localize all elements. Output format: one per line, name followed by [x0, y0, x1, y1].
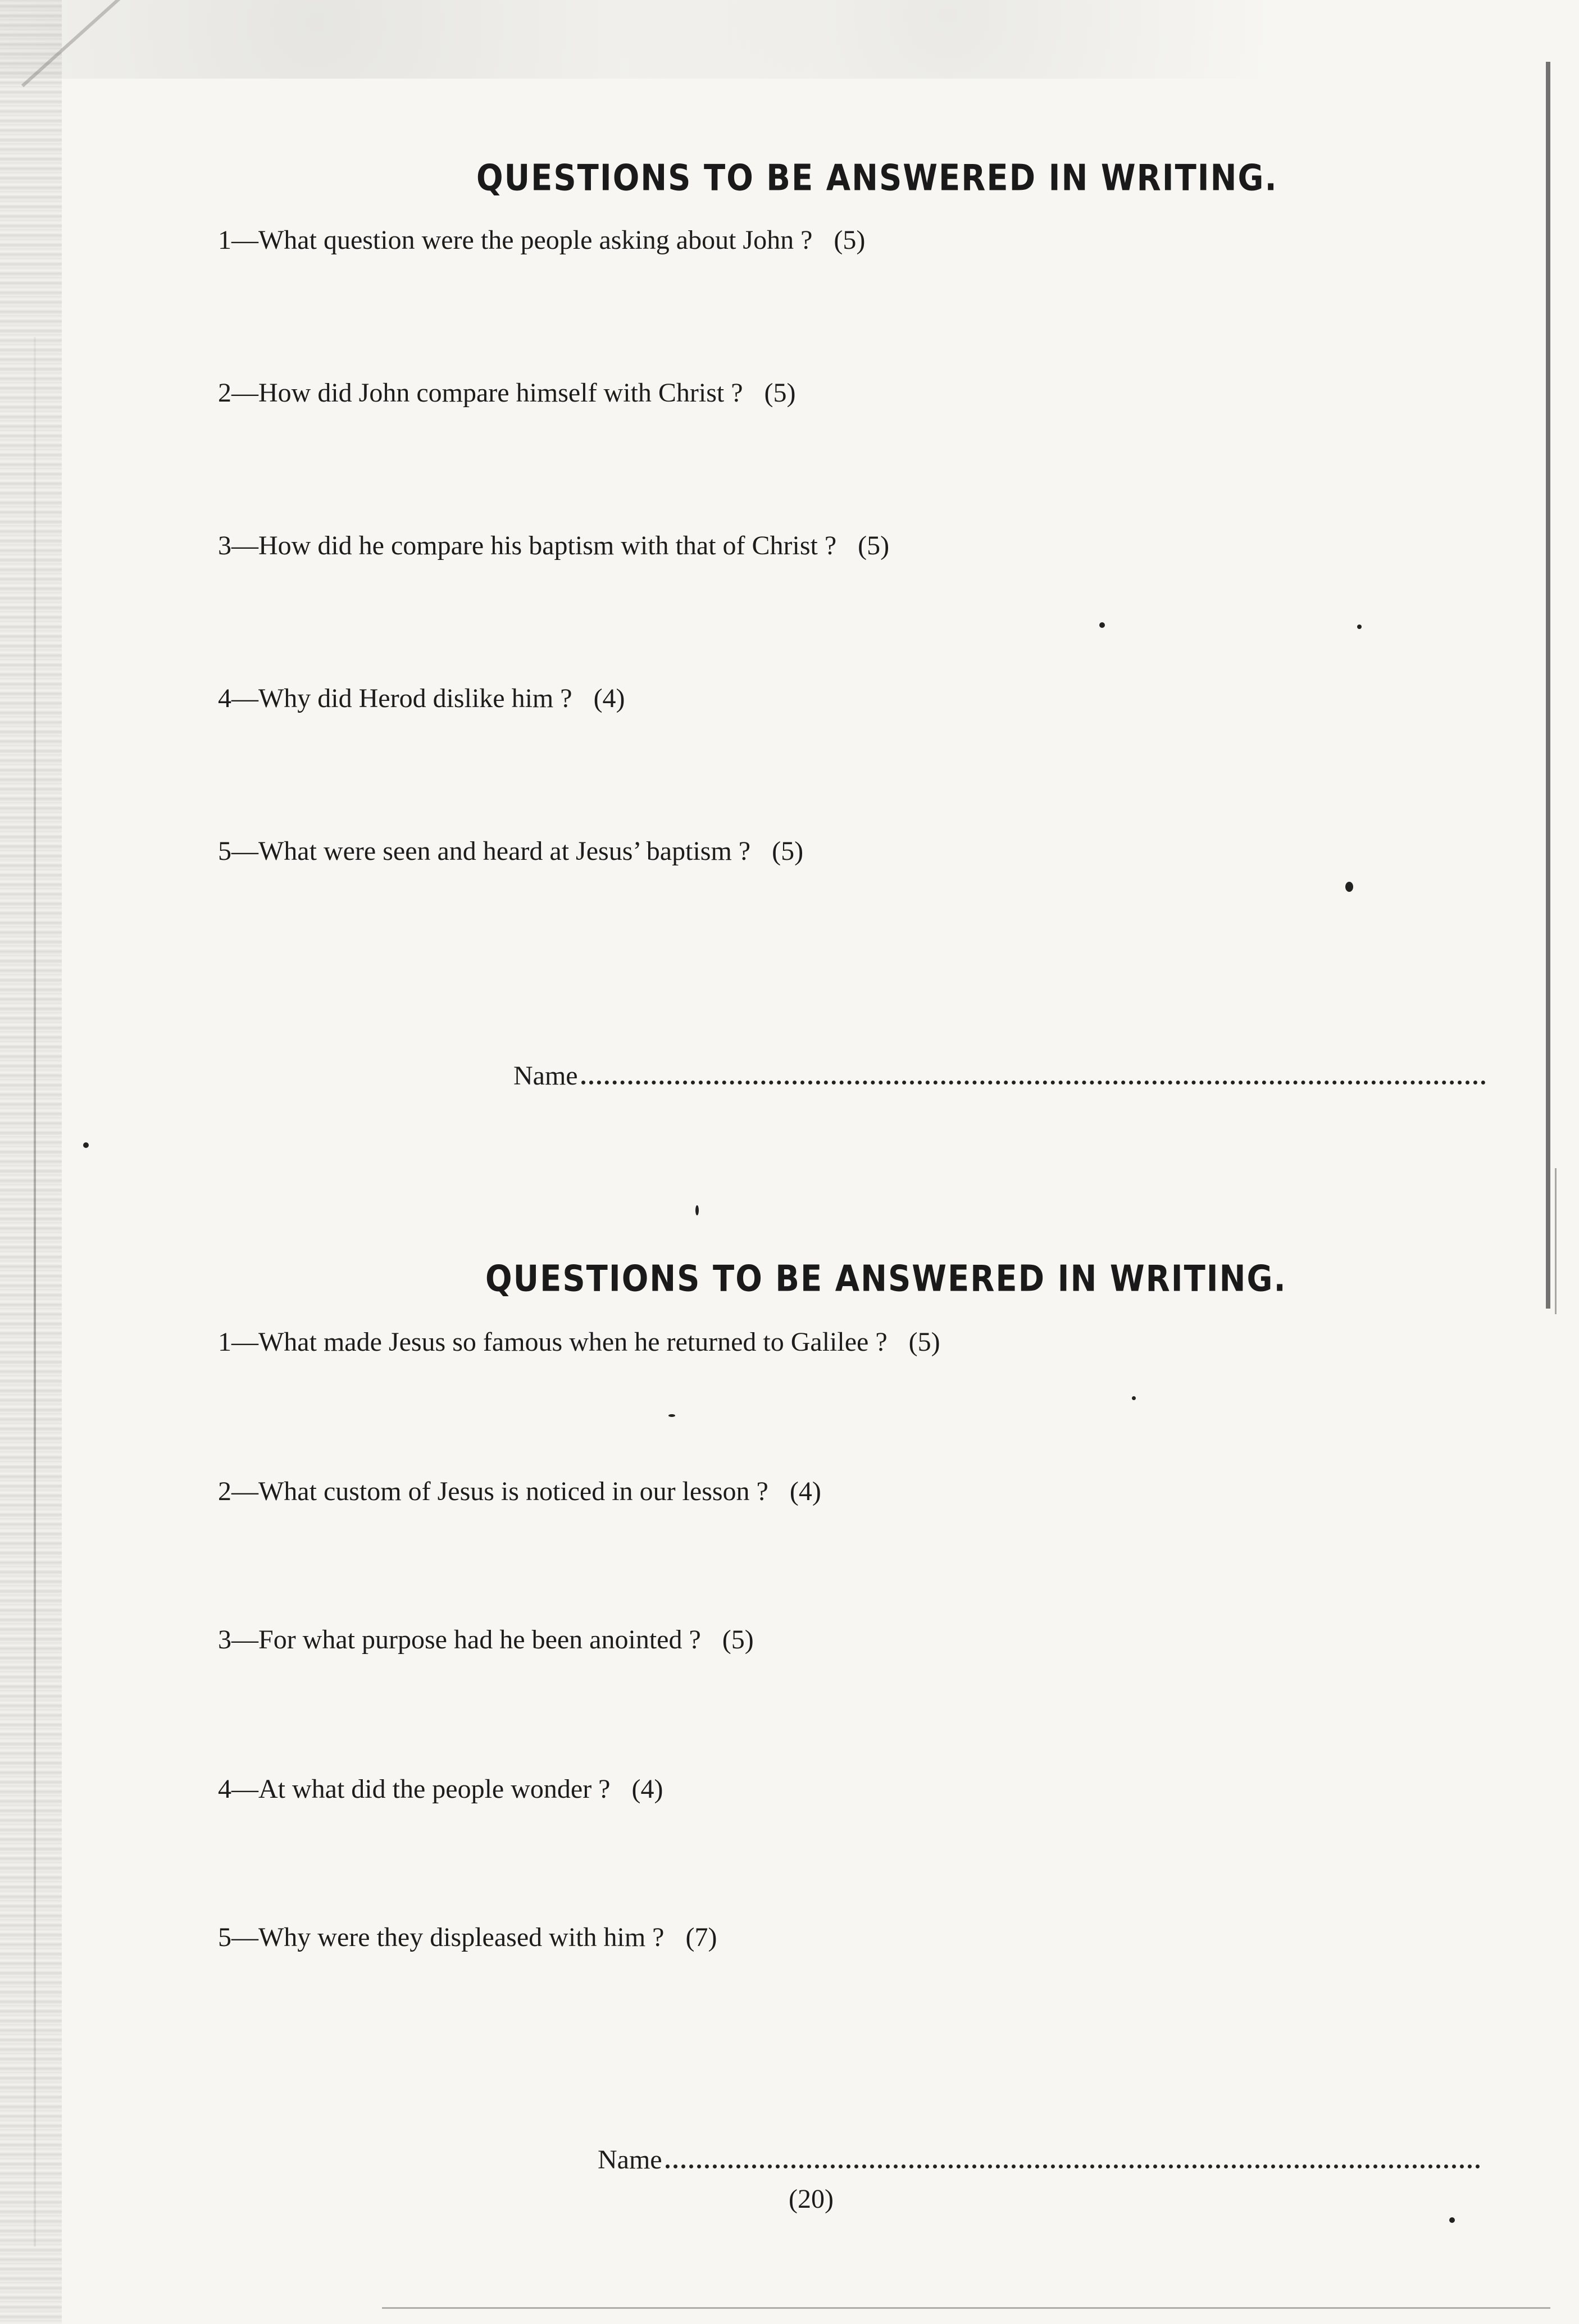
question-item — [218, 225, 865, 256]
question-number: 5— — [218, 1922, 258, 1952]
question-marks: (7) — [685, 1922, 717, 1952]
page-edge-right-faint — [1555, 1168, 1557, 1314]
scan-speck — [1132, 1396, 1136, 1400]
name-field[interactable] — [598, 2144, 1480, 2175]
question-item — [218, 1476, 821, 1507]
question-item — [218, 1922, 717, 1953]
question-number: 1— — [218, 225, 258, 255]
question-number: 4— — [218, 1774, 258, 1804]
question-number: 3— — [218, 531, 258, 561]
scan-speck — [1099, 622, 1105, 628]
section-title: QUESTIONS TO BE ANSWERED IN WRITING. — [485, 1258, 1287, 1300]
scan-speck — [83, 1142, 89, 1148]
scan-speck — [1449, 2217, 1455, 2223]
question-marks: (5) — [834, 225, 866, 255]
scan-speck — [1357, 625, 1362, 629]
scan-noise-top — [0, 0, 1579, 79]
question-number: 1— — [218, 1327, 258, 1357]
question-marks: (4) — [631, 1774, 663, 1804]
name-label: Name — [598, 2145, 662, 2175]
question-number: 2— — [218, 1477, 258, 1506]
question-item — [218, 530, 889, 561]
question-item — [218, 1774, 663, 1804]
question-item — [218, 683, 625, 714]
question-marks: (4) — [789, 1477, 821, 1506]
scan-speck — [1345, 882, 1353, 892]
question-number: 4— — [218, 683, 258, 713]
scan-speck — [668, 1414, 675, 1417]
question-marks: (5) — [858, 531, 890, 561]
question-number: 3— — [218, 1625, 258, 1655]
question-text: Why did Herod dislike him ? — [258, 683, 572, 713]
question-text: What were seen and heard at Jesus’ baptism ? — [258, 836, 751, 866]
page-number: (20) — [789, 2184, 834, 2214]
question-text: What made Jesus so famous when he returned to Galilee ? — [258, 1327, 888, 1357]
question-text: Why were they displeased with him ? — [258, 1922, 665, 1952]
question-item — [218, 1624, 754, 1655]
question-marks: (5) — [908, 1327, 940, 1357]
page-edge-right — [1546, 62, 1550, 1309]
question-marks: (4) — [593, 683, 625, 713]
name-field[interactable] — [513, 1060, 1486, 1091]
name-label: Name — [513, 1061, 578, 1091]
section-title: QUESTIONS TO BE ANSWERED IN WRITING. — [476, 157, 1278, 199]
name-dotted-line — [581, 1080, 1486, 1084]
question-marks: (5) — [772, 836, 804, 866]
binding-shadow-line — [34, 337, 36, 2246]
question-text: What question were the people asking about John ? — [258, 225, 813, 255]
scan-speck — [695, 1205, 699, 1215]
question-text: What custom of Jesus is noticed in our lesson ? — [258, 1477, 768, 1506]
question-item — [218, 1327, 940, 1357]
binding-edge-left — [0, 0, 62, 2324]
name-dotted-line — [666, 2164, 1480, 2168]
question-item — [218, 836, 803, 867]
question-number: 2— — [218, 378, 258, 408]
page-edge-bottom — [382, 2307, 1550, 2309]
question-text: For what purpose had he been anointed ? — [258, 1625, 701, 1655]
question-number: 5— — [218, 836, 258, 866]
question-marks: (5) — [764, 378, 796, 408]
question-text: At what did the people wonder ? — [258, 1774, 611, 1804]
question-text: How did he compare his baptism with that of Christ ? — [258, 531, 837, 561]
question-item — [218, 377, 796, 408]
question-text: How did John compare himself with Christ ? — [258, 378, 743, 408]
question-marks: (5) — [722, 1625, 754, 1655]
